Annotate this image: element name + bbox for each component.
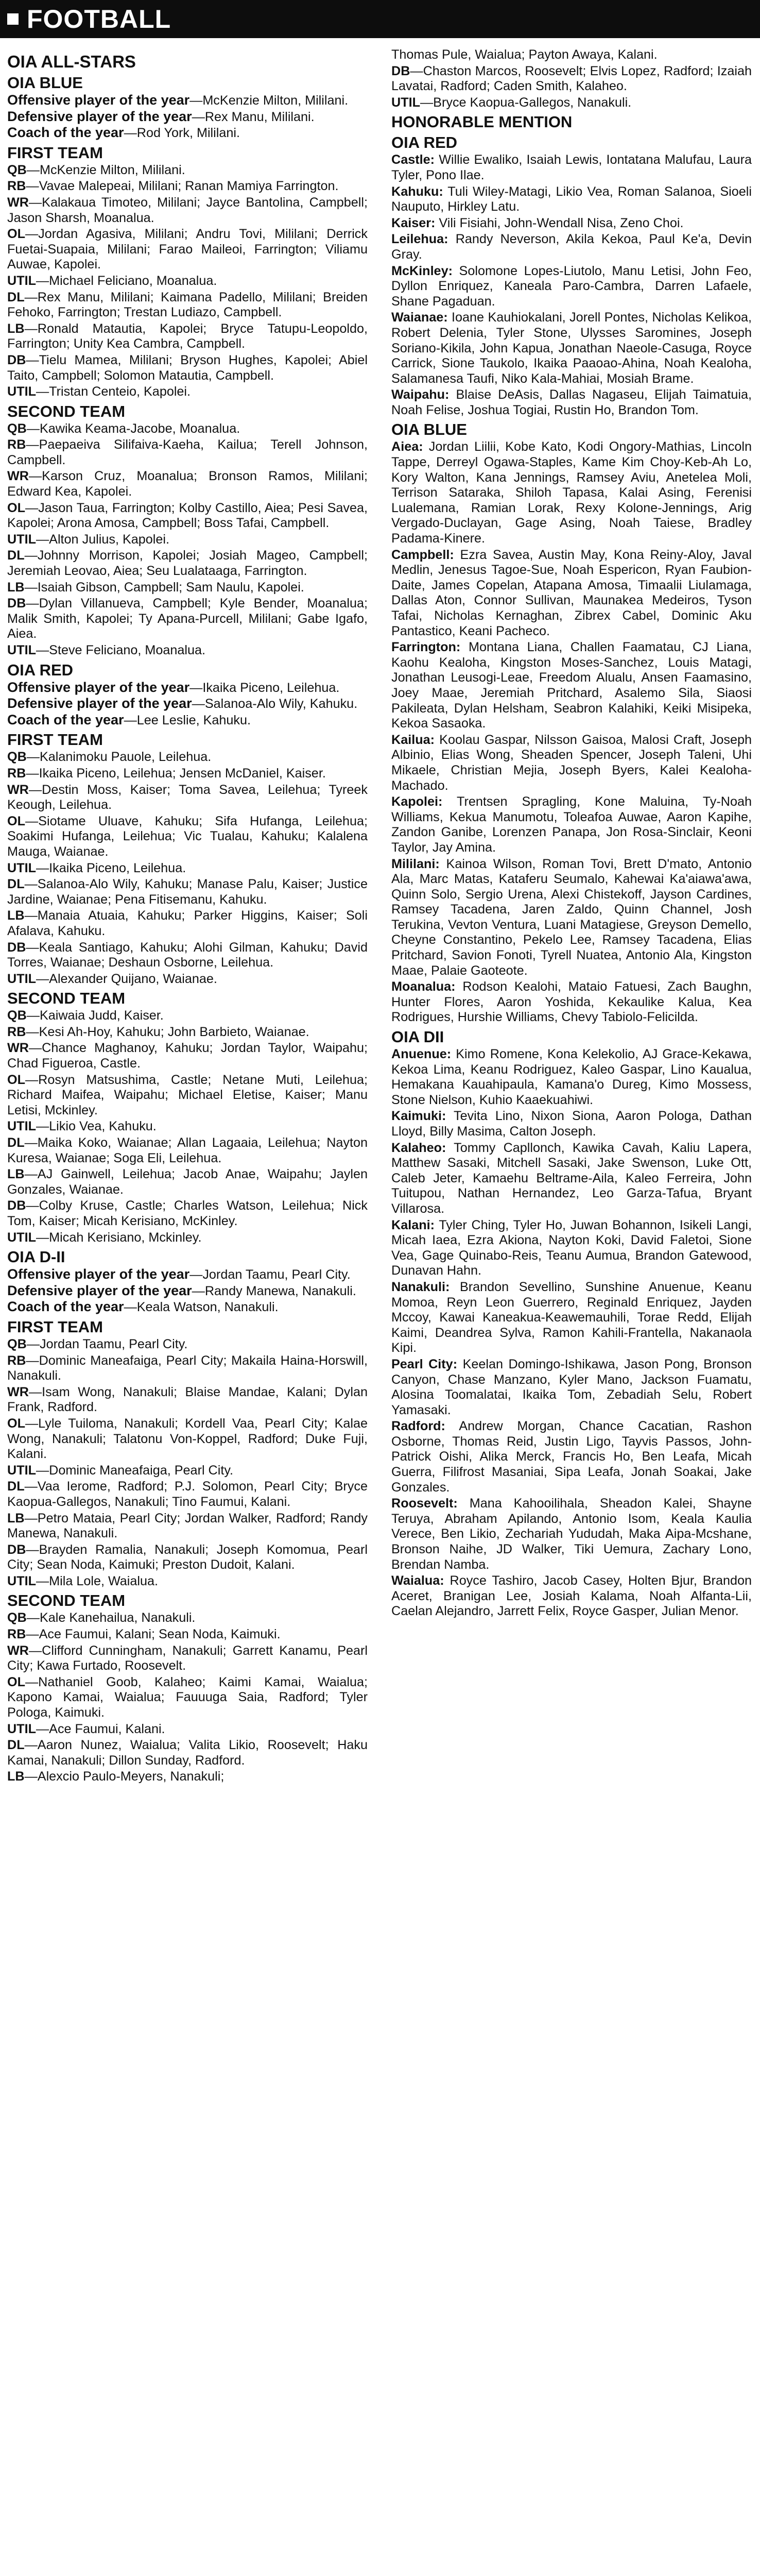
position-entry: [7, 1611, 368, 1626]
position-entry: [391, 794, 752, 855]
entry-label: LB: [7, 580, 25, 595]
entry-label: Waianae:: [391, 310, 448, 325]
entry-label: DL: [7, 1479, 25, 1494]
entry-text: —Kesi Ah-Hoy, Kahuku; John Barbieto, Waianae.: [26, 1024, 309, 1039]
position-entry: [7, 1337, 368, 1352]
entry-text: Ezra Savea, Austin May, Kona Reiny-Aloy, Javal Medlin, Jenesus Tagoe-Sue, Noah Espericon, Ryan Faubion-Daite, James Copelan, Atapana Amosa, Timaalii Liulamaga, Dallas Aton, Connor Sullivan, Maunakea Medeiros, Tyson Tafai, Nicholas Kernaghan, Zibrex Cabel, Dominic Aku Pantastico, Keani Pacheco.: [391, 547, 752, 638]
position-entry: [7, 437, 368, 468]
entry-text: Trentsen Spragling, Kone Maluina, Ty-Noah Williams, Kekua Manumotu, Toleafoa Auwae, Aaron Kapihe, Zandon Ganibe, Lorenzen Panapa, Jon Rosa-Sinclair, Keoni Taylor, Jay Amina.: [391, 794, 752, 855]
position-entry: [391, 387, 752, 418]
award-entry: [7, 125, 368, 141]
subsection-heading: SECOND TEAM: [7, 989, 126, 1008]
entry-label: OL: [7, 1674, 25, 1689]
entry-text: Kainoa Wilson, Roman Tovi, Brett D'mato, Antonio Ala, Marc Matas, Kataferu Seumalo, Kahewai Ka'aiawa'awa, Quinn Solo, Sergio Urena, Alexi Chistekoff, Jayson Cardines, Ramsey Tacadena, Jaren Zaldo, Quinn Channel, Josh Terukina, Vevton Ventura, Luani Matagiese, Greyson Demello, Cheyne Constantino, Pekelo Lee, Ramsey Tacadena, Elias Pritchard, Savion Fonoti, Tyrell Nuatea, Antonio Ala, Kingston Maae, Palaie Gaoteote.: [391, 856, 752, 978]
entry-label: WR: [7, 1384, 29, 1399]
entry-label: Kailua:: [391, 732, 435, 747]
entry-label: Castle:: [391, 152, 435, 167]
entry-label: DL: [7, 1738, 25, 1753]
entry-text: —Dominic Maneafaiga, Pearl City.: [36, 1463, 234, 1478]
entry-text: —Ikaika Piceno, Leilehua; Jensen McDaniel, Kaiser.: [26, 766, 326, 781]
entry-text: —Rex Manu, Mililani; Kaimana Padello, Mililani; Breiden Fehoko, Farrington; Trestan Ludiazo, Campbell.: [7, 290, 368, 320]
position-entry: [391, 1280, 752, 1356]
entry-label: QB: [7, 1611, 27, 1625]
award-entry: [7, 680, 368, 696]
subsection-heading: SECOND TEAM: [7, 1591, 126, 1610]
position-entry: [391, 548, 752, 639]
entry-label: DB: [7, 352, 26, 367]
entry-label: UTIL: [7, 1230, 36, 1245]
entry-text: —Micah Kerisiano, Mckinley.: [36, 1230, 202, 1245]
entry-label: Pearl City:: [391, 1357, 458, 1371]
entry-label: RB: [7, 437, 26, 452]
position-entry: [7, 580, 368, 596]
entry-text: —Alexcio Paulo-Meyers, Nanakuli;: [24, 1769, 224, 1784]
award-entry: [7, 1299, 368, 1315]
entry-label: Kalani:: [391, 1217, 435, 1232]
position-entry: [391, 264, 752, 310]
entry-text: —Clifford Cunningham, Nanakuli; Garrett Kanamu, Pearl City; Kawa Furtado, Roosevelt.: [7, 1643, 368, 1673]
entry-label: QB: [7, 750, 27, 765]
entry-text: Keelan Domingo-Ishikawa, Jason Pong, Bronson Canyon, Chase Manzano, Kyler Mano, Jackson Fuamatu, Alosina Toomalatai, Ikaika Tom, Zebadiah Selu, Robert Yamasaki.: [391, 1357, 752, 1417]
section-title: FOOTBALL: [27, 5, 171, 33]
entry-text: —Rosyn Matsushima, Castle; Netane Muti, Leilehua; Richard Maifea, Waipahu; Michael Eletise, Kaiser; Manu Letisi, Mckinley.: [7, 1072, 368, 1117]
entry-label: Kaiser:: [391, 215, 436, 230]
entry-label: LB: [7, 1167, 25, 1182]
entry-label: DB: [7, 1542, 26, 1557]
position-entry: [7, 1073, 368, 1118]
position-entry: [7, 421, 368, 437]
entry-text: Solomone Lopes-Liutolo, Manu Letisi, John Feo, Dyllon Enriquez, Kaneala Paro-Cambra, Darren Lafaele, Shane Pagaduan.: [391, 263, 752, 309]
position-entry: [391, 1109, 752, 1139]
entry-label: UTIL: [7, 1463, 36, 1478]
entry-label: LB: [7, 1511, 25, 1526]
section-header: [0, 0, 760, 38]
entry-text: —Petro Mataia, Pearl City; Jordan Walker, Radford; Randy Manewa, Nanakuli.: [7, 1511, 368, 1541]
position-entry: [7, 227, 368, 273]
entry-text: —Ikaika Piceno, Leilehua.: [189, 680, 340, 695]
entry-label: QB: [7, 1336, 27, 1351]
entry-label: Radford:: [391, 1419, 445, 1434]
entry-label: Anuenue:: [391, 1047, 452, 1062]
position-entry: [391, 95, 752, 111]
position-entry: [7, 1230, 368, 1246]
entry-label: DB: [391, 63, 410, 78]
position-entry: [7, 1136, 368, 1166]
entry-text: —Mila Lole, Waialua.: [36, 1573, 159, 1588]
entry-text: —Tielu Mamea, Mililani; Bryson Hughes, Kapolei; Abiel Taito, Campbell; Solomon Matautia, Campbell.: [7, 352, 368, 383]
position-entry: [7, 783, 368, 813]
position-entry: [391, 64, 752, 94]
position-entry: [7, 1167, 368, 1197]
subsection-heading: OIA D-II: [7, 1248, 65, 1266]
entry-label: OL: [7, 814, 25, 828]
entry-text: —Kalakaua Timoteo, Mililani; Jayce Bantolina, Campbell; Jason Sharsh, Moanalua.: [7, 195, 368, 225]
entry-text: —Isam Wong, Nanakuli; Blaise Mandae, Kalani; Dylan Frank, Radford.: [7, 1384, 368, 1415]
entry-label: Coach of the year: [7, 711, 124, 727]
position-entry: [7, 1738, 368, 1768]
entry-text: Andrew Morgan, Chance Cacatian, Rashon Osborne, Thomas Reid, Justin Ligo, Tayvis Passos, John-Patrick Oishi, Alika Merck, Francis Ho, Ben Leafa, Micah Guerra, Filifrost Masaniai, Sipa Leafa, Jonah Soakai, Jake Gonzales.: [391, 1419, 752, 1495]
entry-label: RB: [7, 1353, 26, 1368]
subsection-heading: OIA BLUE: [7, 74, 83, 92]
entry-label: OL: [7, 227, 25, 242]
subsection-heading: SECOND TEAM: [7, 402, 126, 420]
subsection-heading: OIA RED: [7, 660, 74, 679]
entry-text: —Isaiah Gibson, Campbell; Sam Naulu, Kapolei.: [24, 580, 304, 595]
position-entry: [7, 1353, 368, 1384]
entry-text: —Dominic Maneafaiga, Pearl City; Makaila Haina-Horswill, Nanakuli.: [7, 1353, 368, 1383]
entry-label: Kahuku:: [391, 184, 443, 199]
position-entry: [391, 1419, 752, 1495]
position-entry: [391, 310, 752, 386]
award-entry: [7, 696, 368, 712]
entry-label: Aiea:: [391, 439, 423, 454]
position-entry: [7, 1643, 368, 1674]
position-entry: [391, 1357, 752, 1418]
entry-label: DB: [7, 940, 26, 955]
entry-label: Waipahu:: [391, 387, 450, 402]
award-entry: [7, 93, 368, 109]
entry-text: —Johnny Morrison, Kapolei; Josiah Mageo, Campbell; Jeremiah Leovao, Aiea; Seu Lualataaga, Farrington.: [7, 548, 368, 579]
entry-text: —Tristan Centeio, Kapolei.: [36, 384, 191, 399]
position-entry: [391, 1141, 752, 1217]
entry-label: Kaimuki:: [391, 1109, 446, 1124]
entry-text: —Paepaeiva Silifaiva-Kaeha, Kailua; Terell Johnson, Campbell.: [7, 437, 368, 467]
entry-text: —McKenzie Milton, Mililani.: [189, 93, 349, 108]
entry-label: WR: [7, 1041, 29, 1056]
entry-text: —Bryce Kaopua-Gallegos, Nanakuli.: [420, 95, 632, 110]
entry-label: Offensive player of the year: [7, 92, 190, 108]
entry-label: RB: [7, 766, 26, 781]
position-entry: [391, 1218, 752, 1279]
subsection-heading: OIA RED: [391, 133, 458, 152]
position-entry: [7, 972, 368, 987]
position-entry: [7, 1385, 368, 1415]
position-entry: [7, 596, 368, 642]
entry-text: —Jordan Taamu, Pearl City.: [189, 1267, 351, 1282]
entry-label: Defensive player of the year: [7, 1282, 192, 1298]
entry-text: Tyler Ching, Tyler Ho, Juwan Bohannon, Isikeli Langi, Micah Iaea, Ezra Akiona, Nayton Koki, David Faletoi, Sione Vea, Gage Quinabo-Reis, Teanu Aumua, Brandon Gatewood, Dunavan Hahn.: [391, 1217, 752, 1278]
entry-text: Vili Fisiahi, John-Wendall Nisa, Zeno Choi.: [435, 215, 684, 230]
entry-text: —Randy Manewa, Nanakuli.: [192, 1283, 356, 1298]
position-entry: [7, 1416, 368, 1462]
entry-label: UTIL: [391, 95, 420, 110]
entry-text: —Lyle Tuiloma, Nanakuli; Kordell Vaa, Pearl City; Kalae Wong, Nanakuli; Talatonu Von-Koppel, Radford; Duke Fuji, Kalani.: [7, 1416, 368, 1462]
position-entry: [391, 857, 752, 979]
position-entry: [391, 640, 752, 732]
entry-label: OL: [7, 1416, 25, 1431]
position-entry: [7, 750, 368, 765]
entry-text: —Ace Faumui, Kalani.: [36, 1721, 165, 1736]
entry-label: UTIL: [7, 860, 36, 875]
position-entry: [7, 469, 368, 499]
entry-text: —Ikaika Piceno, Leilehua.: [36, 860, 186, 875]
position-entry: [7, 1008, 368, 1024]
position-entry: [7, 1198, 368, 1229]
entry-label: UTIL: [7, 1119, 36, 1134]
entry-text: Koolau Gaspar, Nilsson Gaisoa, Malosi Craft, Joseph Albinio, Elias Wong, Sheaden Spencer, Joseph Taleni, Uhi Mikaele, Christian Mejia, Joseph Byers, Kalei Kealoha-Machado.: [391, 732, 752, 793]
entry-label: DB: [7, 1198, 26, 1213]
position-entry: [391, 439, 752, 546]
entry-label: Leilehua:: [391, 232, 448, 247]
entry-text: —Ronald Matautia, Kapolei; Bryce Tatupu-Leopoldo, Farrington; Unity Kea Cambra, Campbell.: [7, 321, 368, 351]
position-entry: [7, 532, 368, 548]
position-entry: [391, 216, 752, 231]
entry-text: —Jordan Agasiva, Mililani; Andru Tovi, Mililani; Derrick Fuetai-Suapaia, Mililani; Farao Maileoi, Farrington; Viliamu Auwae, Kapolei.: [7, 227, 368, 272]
entry-text: —Vaa Ierome, Radford; P.J. Solomon, Pearl City; Bryce Kaopua-Gallegos, Nanakuli; Tino Faumui, Kalani.: [7, 1479, 368, 1509]
subsection-heading: FIRST TEAM: [7, 1317, 103, 1336]
entry-label: UTIL: [7, 532, 36, 547]
entry-text: Montana Liana, Challen Faamatau, CJ Liana, Kaohu Kealoha, Kingston Moses-Sanchez, Louis Matagi, Jonathan Leusogi-Leae, Freedom Alualu, Ansen Faamasino, Joey Maae, Jeremiah Pritchard, Asalemo Sila, Siaosi Pakileata, Dylan Helsham, Seabron Kalahiki, Keiki Misipeka, Kekoa Sasaoka.: [391, 640, 752, 731]
entry-text: —Michael Feliciano, Moanalua.: [36, 273, 217, 288]
entry-text: Tuli Wiley-Matagi, Likio Vea, Roman Salanoa, Sioeli Nauputo, Hirkley Latu.: [391, 184, 752, 214]
entry-label: Defensive player of the year: [7, 108, 192, 124]
right-column: [391, 47, 752, 1620]
entry-label: Offensive player of the year: [7, 1266, 190, 1282]
position-entry: [7, 1543, 368, 1573]
entry-label: DL: [7, 877, 25, 892]
position-entry: [391, 979, 752, 1025]
entry-text: —Steve Feliciano, Moanalua.: [36, 643, 205, 657]
entry-text: —Salanoa-Alo Wily, Kahuku; Manase Palu, Kaiser; Justice Jardine, Waianae; Pena Fitisemanu, Kahuku.: [7, 877, 368, 907]
award-entry: [7, 109, 368, 125]
entry-text: —Destin Moss, Kaiser; Toma Savea, Leilehua; Tyreek Keough, Leilehua.: [7, 782, 368, 812]
entry-label: LB: [7, 321, 25, 336]
entry-text: —Brayden Ramalia, Nanakuli; Joseph Komomua, Pearl City; Sean Noda, Kaimuki; Preston Dudoit, Kalani.: [7, 1542, 368, 1572]
entry-text: —Keala Watson, Nanakuli.: [124, 1300, 279, 1315]
entry-label: Offensive player of the year: [7, 679, 190, 695]
entry-text: Jordan Liilii, Kobe Kato, Kodi Ongory-Mathias, Lincoln Tappe, Derreyl Ogawa-Staples, Kame Kim Choy-Keb-Ah Lo, Kory Walton, Kana Jennings, Ramsey Aviu, Anetelea Moli, Terrison Sataraka, Shiloh Tapasa, Kalai Asing, Ferenisi Lualemana, Ramian Lorak, Rexy Kolone-Jennings, Arig Vergado-Duclayan, Gage Asing, Noah Taiese, Bradley Padama-Kinere.: [391, 439, 752, 546]
entry-label: Defensive player of the year: [7, 696, 192, 711]
award-entry: [7, 1283, 368, 1299]
position-entry: [7, 384, 368, 400]
entry-label: UTIL: [7, 273, 36, 288]
position-entry: [7, 1463, 368, 1479]
entry-text: Willie Ewaliko, Isaiah Lewis, Iontatana Malufau, Laura Tyler, Pono Ilae.: [391, 152, 752, 182]
position-entry: [391, 1496, 752, 1572]
position-entry: [7, 1627, 368, 1642]
position-entry: [391, 733, 752, 793]
entry-text: Tommy Capllonch, Kawika Cavah, Kaliu Lapera, Matthew Sasaki, Mitchell Sasaki, Jake Swenson, Luke Ott, Caleb Jeter, Kamaehu Beltrame-Aila, Kaleo Ferreira, John Tuitupou, Nathan Hernandez, Leo Garza-Tafua, Bryant Villarosa.: [391, 1140, 752, 1216]
entry-text: Brandon Sevellino, Sunshine Anuenue, Keanu Momoa, Reyn Leon Guerrero, Reginald Enriquez, Jayden Mccoy, Kawai Kaneakua-Keawemauhili, Torae Redd, Elijah Kaimi, Deandrea Sylva, Ramon Kahili-Frantella, Nakanaola Kipi.: [391, 1279, 752, 1355]
entry-label: Kalaheo:: [391, 1140, 446, 1155]
position-entry: [7, 548, 368, 579]
list-item: Thomas Pule, Waialua; Payton Awaya, Kalani.: [391, 47, 658, 62]
entry-label: Roosevelt:: [391, 1496, 458, 1511]
entry-text: —Vavae Malepeai, Mililani; Ranan Mamiya Farrington.: [26, 179, 339, 194]
entry-text: —McKenzie Milton, Mililani.: [26, 162, 185, 177]
entry-text: —Kawika Keama-Jacobe, Moanalua.: [26, 421, 240, 436]
position-entry: [391, 1047, 752, 1108]
section-heading: OIA ALL-STARS: [7, 52, 136, 71]
position-entry: [7, 940, 368, 971]
entry-label: DL: [7, 548, 25, 563]
entry-text: —AJ Gainwell, Leilehua; Jacob Anae, Waipahu; Jaylen Gonzales, Waianae.: [7, 1167, 368, 1197]
entry-label: LB: [7, 908, 25, 923]
subsection-heading: HONORABLE MENTION: [391, 113, 573, 131]
entry-label: RB: [7, 179, 26, 194]
entry-label: DB: [7, 596, 26, 611]
entry-label: UTIL: [7, 1573, 36, 1588]
entry-label: UTIL: [7, 643, 36, 657]
entry-label: Coach of the year: [7, 1299, 124, 1315]
position-entry: [7, 643, 368, 658]
entry-text: —Kalanimoku Pauole, Leilehua.: [26, 750, 212, 765]
position-entry: [7, 1722, 368, 1737]
entry-text: Blaise DeAsis, Dallas Nagaseu, Elijah Taimatuia, Noah Felise, Joshua Togiai, Rustin Ho, Brandon Tom.: [391, 387, 752, 417]
position-entry: [7, 290, 368, 320]
entry-label: Nanakuli:: [391, 1279, 450, 1294]
position-entry: [7, 861, 368, 876]
entry-text: —Chance Maghanoy, Kahuku; Jordan Taylor, Waipahu; Chad Figueroa, Castle.: [7, 1041, 368, 1071]
position-entry: [391, 152, 752, 183]
entry-text: —Lee Leslie, Kahuku.: [124, 713, 251, 727]
entry-text: —Kaiwaia Judd, Kaiser.: [26, 1008, 164, 1023]
left-column: [7, 47, 368, 1786]
entry-label: McKinley:: [391, 263, 453, 278]
subsection-heading: FIRST TEAM: [7, 143, 103, 162]
position-entry: [7, 353, 368, 383]
entry-text: —Keala Santiago, Kahuku; Alohi Gilman, Kahuku; David Torres, Waianae; Deshaun Osborne, Leilehua.: [7, 940, 368, 970]
entry-label: Campbell:: [391, 547, 454, 562]
subsection-heading: OIA BLUE: [391, 420, 467, 439]
entry-label: Mililani:: [391, 856, 440, 871]
entry-text: Mana Kahooilihala, Sheadon Kalei, Shayne Teruya, Abraham Apilando, Antonio Isom, Keala Kaulia Verece, Ben Likio, Zechariah Yududah, Maka Aipa-Mcshane, Bronson Naihe, JD Walker, Tiki Uemura, Zachary Lono, Brendan Namba.: [391, 1496, 752, 1572]
position-entry: [7, 179, 368, 194]
award-entry: [7, 713, 368, 728]
entry-text: —Rex Manu, Mililani.: [192, 109, 315, 124]
position-entry: [7, 1479, 368, 1510]
subsection-heading: OIA DII: [391, 1028, 444, 1046]
position-entry: [7, 908, 368, 939]
position-entry: [7, 321, 368, 352]
entry-label: WR: [7, 1643, 29, 1658]
position-entry: [7, 1119, 368, 1134]
subsection-heading: FIRST TEAM: [7, 731, 103, 749]
entry-label: Coach of the year: [7, 125, 124, 141]
entry-label: RB: [7, 1024, 26, 1039]
position-entry: [391, 184, 752, 215]
entry-text: —Likio Vea, Kahuku.: [36, 1119, 157, 1134]
entry-label: UTIL: [7, 384, 36, 399]
position-entry: [7, 1041, 368, 1071]
position-entry: [7, 1769, 368, 1785]
entry-text: —Jason Taua, Farrington; Kolby Castillo, Aiea; Pesi Savea, Kapolei; Arona Amosa, Campbell; Boss Tafai, Campbell.: [7, 500, 368, 531]
entry-label: DL: [7, 290, 25, 304]
entry-label: UTIL: [7, 971, 36, 986]
entry-text: Royce Tashiro, Jacob Casey, Holten Bjur, Brandon Aceret, Branigan Lee, Josiah Kalama, Noah Alfanta-Lii, Caelan Alejandro, Jarrett Felix, Royce Gasper, Julian Menor.: [391, 1573, 752, 1619]
entry-label: Farrington:: [391, 640, 461, 655]
entry-text: —Karson Cruz, Moanalua; Bronson Ramos, Mililani; Edward Kea, Kapolei.: [7, 469, 368, 499]
entry-label: LB: [7, 1769, 25, 1784]
entry-text: —Alexander Quijano, Waianae.: [36, 971, 217, 986]
entry-label: WR: [7, 195, 29, 210]
entry-label: Moanalua:: [391, 979, 456, 994]
square-icon: [7, 13, 19, 25]
entry-text: Kimo Romene, Kona Kelekolio, AJ Grace-Kekawa, Kekoa Lima, Keanu Rodriguez, Kaleo Gaspar, Lino Kaualua, Hemakana Kauahipaula, Kamana'o Dureg, Kimo Mossess, Stone Nielson, Kuhio Kaaekuahiwi.: [391, 1047, 752, 1107]
position-entry: [7, 814, 368, 860]
award-entry: [7, 1267, 368, 1283]
position-entry: [7, 1025, 368, 1040]
entry-label: QB: [7, 1008, 27, 1023]
entry-text: —Jordan Taamu, Pearl City.: [26, 1336, 188, 1351]
entry-text: —Ace Faumui, Kalani; Sean Noda, Kaimuki.: [26, 1627, 281, 1642]
entry-text: —Aaron Nunez, Waialua; Valita Likio, Roosevelt; Haku Kamai, Nanakuli; Dillon Sunday, Radford.: [7, 1738, 368, 1768]
position-entry: [7, 877, 368, 907]
entry-text: —Kale Kanehailua, Nanakuli.: [26, 1611, 196, 1625]
position-entry: [7, 1574, 368, 1589]
position-entry: [7, 501, 368, 531]
entry-text: —Siotame Uluave, Kahuku; Sifa Hufanga, Leilehua; Soakimi Hufanga, Leilehua; Vic Tualau, Kahuku; Kalalena Mauga, Waianae.: [7, 814, 368, 859]
entry-label: Waialua:: [391, 1573, 444, 1588]
position-entry: [391, 232, 752, 262]
entry-text: —Chaston Marcos, Roosevelt; Elvis Lopez, Radford; Izaiah Lavatai, Radford; Caden Smith, Kalaheo.: [391, 63, 752, 94]
entry-text: Randy Neverson, Akila Kekoa, Paul Ke'a, Devin Gray.: [391, 232, 752, 262]
entry-label: RB: [7, 1627, 26, 1642]
entry-label: UTIL: [7, 1721, 36, 1736]
entry-text: —Nathaniel Goob, Kalaheo; Kaimi Kamai, Waialua; Kapono Kamai, Waialua; Fauuuga Saia, Radford; Tyler Pologa, Kaimuki.: [7, 1674, 368, 1720]
entry-text: —Salanoa-Alo Wily, Kahuku.: [192, 697, 358, 711]
entry-label: QB: [7, 421, 27, 436]
entry-text: —Maika Koko, Waianae; Allan Lagaaia, Leilehua; Nayton Kuresa, Waianae; Soga Eli, Leilehua.: [7, 1136, 368, 1165]
entry-label: Kapolei:: [391, 794, 443, 809]
entry-label: DL: [7, 1136, 25, 1150]
position-entry: [7, 274, 368, 289]
position-entry: [391, 1573, 752, 1619]
position-entry: [7, 163, 368, 178]
position-entry: [7, 766, 368, 782]
entry-text: Tevita Lino, Nixon Siona, Aaron Pologa, Dathan Lloyd, Billy Masima, Calton Joseph.: [391, 1109, 752, 1139]
entry-text: —Rod York, Mililani.: [124, 126, 240, 141]
entry-text: —Dylan Villanueva, Campbell; Kyle Bender, Moanalua; Malik Smith, Kapolei; Ty Apana-Purcell, Mililani; Gabe Igafo, Aiea.: [7, 596, 368, 641]
entry-text: —Alton Julius, Kapolei.: [36, 532, 169, 547]
position-entry: [7, 1511, 368, 1541]
entry-label: QB: [7, 162, 27, 177]
entry-label: WR: [7, 782, 29, 797]
entry-text: Ioane Kauhiokalani, Jorell Pontes, Nicholas Kelikoa, Robert Delenia, Tyler Stone, Ulysses Saromines, Joseph Soriano-Kikila, John Kapua, Jonathan Naeole-Casuga, Royce Carrick, Sione Taukolo, Ikaika Paaoao-Ahina, Noah Kealoha, Salamanesa Taufi, Niko Kala-Mahiai, Mosiah Brame.: [391, 310, 752, 386]
entry-text: —Colby Kruse, Castle; Charles Watson, Leilehua; Nick Tom, Kaiser; Micah Kerisiano, McKinley.: [7, 1198, 368, 1228]
entry-label: WR: [7, 469, 29, 484]
entry-text: —Manaia Atuaia, Kahuku; Parker Higgins, Kaiser; Soli Afalava, Kahuku.: [7, 908, 368, 938]
entry-label: OL: [7, 1072, 25, 1087]
position-entry: [7, 1675, 368, 1721]
position-entry: [7, 195, 368, 226]
entry-label: OL: [7, 500, 25, 515]
entry-text: Rodson Kealohi, Mataio Fatuesi, Zach Baughn, Hunter Flores, Aaron Yoshida, Kekaulike Kalua, Kea Rodrigues, Hurshie Williams, Chevy Tabiolo-Felicilda.: [391, 979, 752, 1025]
